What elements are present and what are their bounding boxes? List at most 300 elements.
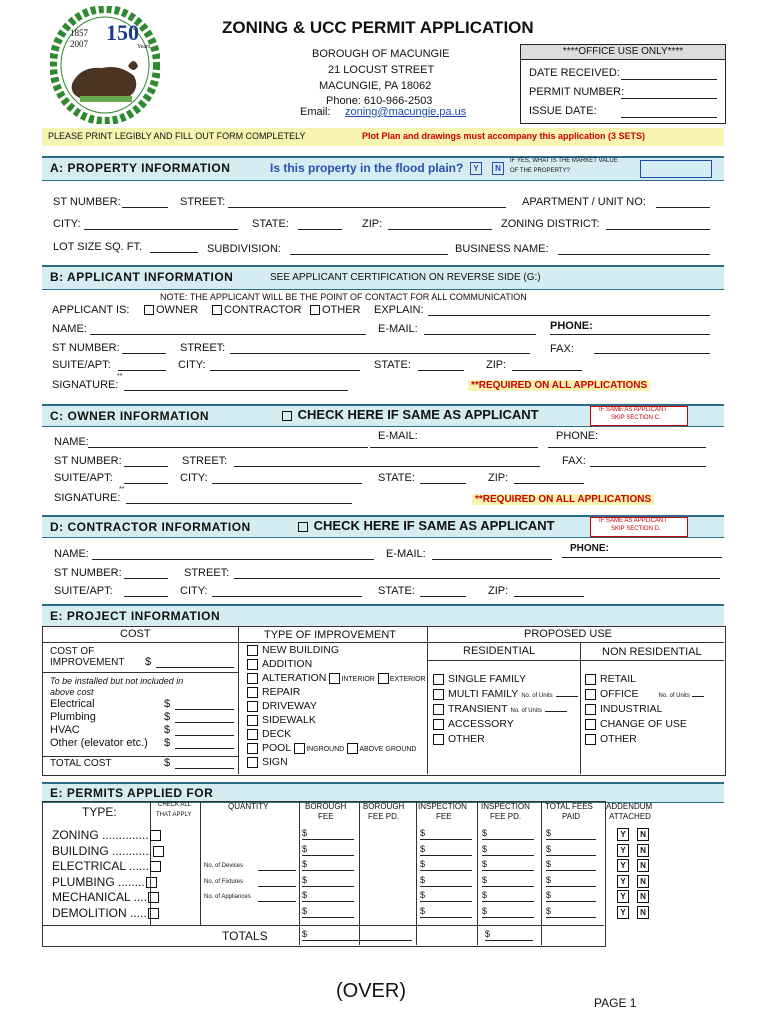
c-city-field[interactable] xyxy=(212,483,362,484)
section-c-title: C: OWNER INFORMATION xyxy=(50,409,210,423)
improvement-option[interactable] xyxy=(246,742,417,754)
cost-item-field[interactable] xyxy=(175,748,234,749)
c-signature-label: SIGNATURE: xyxy=(54,492,121,504)
addendum-no-box[interactable]: N xyxy=(637,890,649,903)
fee-field[interactable] xyxy=(420,917,472,918)
d-email-field[interactable] xyxy=(432,559,552,560)
fee-field[interactable] xyxy=(482,870,534,871)
b-other-checkbox[interactable] xyxy=(310,305,320,315)
b-email-field[interactable] xyxy=(424,334,536,335)
a-city-label: CITY: xyxy=(53,218,81,230)
fee-dollar: $ xyxy=(482,843,488,854)
b-zip-field[interactable] xyxy=(512,370,582,371)
b-other-option[interactable] xyxy=(310,304,361,316)
d-st-number-label: ST NUMBER: xyxy=(54,567,122,579)
d-st-number-field[interactable] xyxy=(124,578,168,579)
interior-checkbox[interactable] xyxy=(329,673,340,684)
b-contact-note: NOTE: THE APPLICANT WILL BE THE POINT OF CONTACT FOR ALL COMMUNICATION xyxy=(160,292,527,302)
c-skip-note-box xyxy=(590,406,688,426)
office-use-title: ****OFFICE USE ONLY**** xyxy=(521,45,725,60)
cost-item-dollar: $ xyxy=(164,698,171,710)
b-st-number-label: ST NUMBER: xyxy=(52,342,120,354)
a-apartment-label: APARTMENT / UNIT NO: xyxy=(522,196,646,208)
b-city-label: CITY: xyxy=(178,359,206,371)
addendum-yes-box[interactable]: Y xyxy=(617,828,629,841)
permit-type-checkbox[interactable] xyxy=(153,846,164,857)
inground-label: INGROUND xyxy=(306,746,345,753)
d-suite-field[interactable] xyxy=(124,596,168,597)
permit-type-option[interactable] xyxy=(52,890,159,904)
b-st-number-field[interactable] xyxy=(122,353,166,354)
permit-number-field[interactable] xyxy=(621,98,717,99)
residential-checkbox[interactable] xyxy=(433,689,444,700)
permits-title: E: PERMITS APPLIED FOR xyxy=(50,786,214,800)
logo-years: Years xyxy=(137,44,151,50)
above-ground-label: ABOVE GROUND xyxy=(359,746,417,753)
fee-field[interactable] xyxy=(302,870,354,871)
fee-dollar: $ xyxy=(546,874,552,885)
d-city-label: CITY: xyxy=(180,585,208,597)
residential-option[interactable] xyxy=(432,703,567,715)
b-owner-option[interactable] xyxy=(144,304,198,316)
cost-of-improvement-field[interactable] xyxy=(156,667,234,668)
exterior-checkbox[interactable] xyxy=(378,673,389,684)
residential-option[interactable] xyxy=(432,718,514,730)
fee-field[interactable] xyxy=(482,839,534,840)
quantity-field[interactable] xyxy=(258,870,296,871)
fee-dollar: $ xyxy=(546,859,552,869)
b-zip-label: ZIP: xyxy=(486,359,507,371)
b-applicant-is-label: APPLICANT IS: xyxy=(52,304,130,316)
section-a-header xyxy=(42,156,724,181)
check-all-1: CHECK ALL xyxy=(158,802,192,808)
c-fax-label: FAX: xyxy=(562,455,586,467)
borough-paid-header-2: FEE PD. xyxy=(368,812,400,821)
non-residential-option[interactable] xyxy=(584,733,637,745)
section-b-header xyxy=(42,265,724,290)
improvement-option[interactable] xyxy=(246,658,312,670)
d-state-label: STATE: xyxy=(378,585,415,597)
a-business-name-label: BUSINESS NAME: xyxy=(455,243,549,255)
d-skip-line1: IF SAME AS APPLICANT xyxy=(599,518,668,524)
above-ground-checkbox[interactable] xyxy=(347,743,358,754)
issue-date-field[interactable] xyxy=(621,117,717,118)
fee-field[interactable] xyxy=(420,855,472,856)
fee-field[interactable] xyxy=(482,917,534,918)
residential-checkbox[interactable] xyxy=(433,704,444,715)
a-subdivision-field[interactable] xyxy=(290,254,448,255)
c-st-number-label: ST NUMBER: xyxy=(54,455,122,467)
proposed-use-header: PROPOSED USE xyxy=(524,628,613,640)
non-residential-option[interactable] xyxy=(584,718,687,730)
no-units-field[interactable] xyxy=(545,711,567,712)
residential-checkbox[interactable] xyxy=(433,734,444,745)
improvement-checkbox[interactable] xyxy=(247,673,258,684)
non-residential-checkbox[interactable] xyxy=(585,719,596,730)
totals-inspection-dollar: $ xyxy=(485,929,491,939)
non-residential-label: OFFICE xyxy=(600,688,639,700)
c-same-as-label: CHECK HERE IF SAME AS APPLICANT xyxy=(297,407,539,422)
cost-item-label: HVAC xyxy=(50,724,80,736)
a-business-name-field[interactable] xyxy=(558,254,710,255)
a-city-field[interactable] xyxy=(84,229,238,230)
permit-type-label: ELECTRICAL ...... xyxy=(52,859,149,873)
total-cost-field[interactable] xyxy=(175,768,234,769)
addendum-no-box[interactable]: N xyxy=(637,844,649,857)
fee-field[interactable] xyxy=(546,917,596,918)
c-fax-field[interactable] xyxy=(590,466,706,467)
totals-borough-field[interactable] xyxy=(302,940,412,941)
total-cost-label: TOTAL COST xyxy=(50,758,112,769)
fee-field[interactable] xyxy=(546,886,596,887)
fee-dollar: $ xyxy=(546,843,552,854)
c-street-field[interactable] xyxy=(234,466,540,467)
permit-type-label: ZONING .............. xyxy=(52,828,149,842)
addendum-yes-box[interactable]: Y xyxy=(617,906,629,919)
cost-item-dollar: $ xyxy=(164,737,171,749)
c-street-label: STREET: xyxy=(182,455,228,467)
fee-field[interactable] xyxy=(302,855,354,856)
c-email-label: E-MAIL: xyxy=(378,430,418,442)
non-residential-option[interactable] xyxy=(584,703,662,715)
b-state-field[interactable] xyxy=(418,370,464,371)
fee-field[interactable] xyxy=(302,839,354,840)
improvement-checkbox[interactable] xyxy=(247,645,258,656)
improvement-option[interactable] xyxy=(246,714,316,726)
improvement-label: ALTERATION xyxy=(262,672,327,684)
non-residential-checkbox[interactable] xyxy=(585,674,596,685)
improvement-checkbox[interactable] xyxy=(247,701,258,712)
applicant-cert-note: SEE APPLICANT CERTIFICATION ON REVERSE SIDE (G:) xyxy=(270,272,541,283)
a-subdivision-label: SUBDIVISION: xyxy=(207,243,281,255)
improvement-checkbox[interactable] xyxy=(247,757,258,768)
quantity-label: No. of Appliances xyxy=(204,894,251,900)
d-name-label: NAME: xyxy=(54,548,89,560)
b-other-label: OTHER xyxy=(322,304,361,316)
borough-email-label: Email: xyxy=(300,106,331,118)
residential-option[interactable] xyxy=(432,733,485,745)
c-name-field[interactable] xyxy=(88,447,368,448)
improvement-option[interactable] xyxy=(246,644,339,656)
permit-type-checkbox[interactable] xyxy=(148,892,159,903)
fee-dollar: $ xyxy=(302,828,308,838)
fee-field[interactable] xyxy=(420,886,472,887)
permit-type-option[interactable] xyxy=(52,906,159,920)
cost-header: COST xyxy=(120,628,151,640)
fee-field[interactable] xyxy=(546,901,596,902)
addendum-yes-box[interactable]: Y xyxy=(617,890,629,903)
check-all-2: THAT APPLY xyxy=(156,812,192,818)
b-owner-label: OWNER xyxy=(156,304,199,316)
b-contractor-checkbox[interactable] xyxy=(212,305,222,315)
b-owner-checkbox[interactable] xyxy=(144,305,154,315)
cost-item-dollar: $ xyxy=(164,711,171,723)
fee-dollar: $ xyxy=(420,890,426,900)
market-value-field[interactable] xyxy=(640,160,712,178)
fee-dollar: $ xyxy=(546,828,552,838)
c-same-as-option[interactable] xyxy=(282,407,539,422)
insp-fee-header-1: INSPECTION xyxy=(418,802,467,811)
permit-type-checkbox[interactable] xyxy=(150,830,161,841)
permit-type-option[interactable] xyxy=(52,859,161,873)
a-zip-field[interactable] xyxy=(388,229,492,230)
permit-type-label: DEMOLITION ..... xyxy=(52,905,147,920)
fee-dollar: $ xyxy=(420,843,426,854)
residential-label: MULTI FAMILY xyxy=(448,688,519,700)
cost-item-field[interactable] xyxy=(175,735,234,736)
quantity-label: No. of Devices xyxy=(204,863,244,869)
totals-inspection-field[interactable] xyxy=(485,940,533,941)
improvement-label: ADDITION xyxy=(262,658,313,670)
b-signature-label: SIGNATURE: xyxy=(52,379,119,391)
b-signature-field[interactable] xyxy=(124,390,348,391)
a-lot-size-field[interactable] xyxy=(150,252,198,253)
borough-email-link[interactable]: zoning@macungie.pa.us xyxy=(345,106,467,118)
total-paid-header-2: PAID xyxy=(562,812,581,821)
quantity-field[interactable] xyxy=(258,886,296,887)
borough-paid-header-1: BOROUGH xyxy=(363,802,405,811)
a-state-label: STATE: xyxy=(252,218,289,230)
improvement-checkbox[interactable] xyxy=(247,715,258,726)
b-signature-star: ** xyxy=(117,373,123,380)
non-residential-label: OTHER xyxy=(600,733,637,745)
addendum-header-2: ATTACHED xyxy=(609,812,651,821)
fee-dollar: $ xyxy=(420,828,426,838)
residential-option[interactable] xyxy=(432,688,578,700)
d-street-field[interactable] xyxy=(234,578,720,579)
improvement-label: NEW BUILDING xyxy=(262,644,340,656)
non-residential-checkbox[interactable] xyxy=(585,704,596,715)
b-required-note: **REQUIRED ON ALL APPLICATIONS xyxy=(468,380,650,391)
non-residential-label: INDUSTRIAL xyxy=(600,703,663,715)
permit-type-checkbox[interactable] xyxy=(146,877,157,888)
office-use-box xyxy=(520,44,726,124)
addendum-no-box[interactable]: N xyxy=(637,906,649,919)
insp-paid-header-1: INSPECTION xyxy=(481,802,530,811)
date-received-field[interactable] xyxy=(621,79,717,80)
b-fax-field[interactable] xyxy=(594,353,710,354)
a-zip-label: ZIP: xyxy=(362,218,383,230)
a-street-label: STREET: xyxy=(180,196,226,208)
type-of-improvement-header: TYPE OF IMPROVEMENT xyxy=(264,629,397,641)
cost-item-label: Plumbing xyxy=(50,711,96,723)
permit-type-label: PLUMBING ........ xyxy=(52,874,145,889)
logo-year-bottom: 2007 xyxy=(70,39,88,49)
borough-phone: Phone: 610-966-2503 xyxy=(326,95,433,107)
permit-type-option[interactable] xyxy=(52,875,157,889)
fee-field[interactable] xyxy=(302,901,354,902)
improvement-option[interactable] xyxy=(246,672,426,684)
b-contractor-option[interactable] xyxy=(212,304,301,316)
improvement-checkbox[interactable] xyxy=(247,743,258,754)
addendum-yes-box[interactable]: Y xyxy=(617,859,629,872)
non-residential-checkbox[interactable] xyxy=(585,734,596,745)
form-title: ZONING & UCC PERMIT APPLICATION xyxy=(222,18,534,37)
b-street-field[interactable] xyxy=(230,353,530,354)
residential-label: SINGLE FAMILY xyxy=(448,673,526,685)
total-cost-dollar: $ xyxy=(164,757,171,769)
improvement-option[interactable] xyxy=(246,756,288,768)
addendum-yes-box[interactable]: Y xyxy=(617,844,629,857)
fee-field[interactable] xyxy=(482,886,534,887)
section-e-title: E: PROJECT INFORMATION xyxy=(50,609,221,623)
residential-checkbox[interactable] xyxy=(433,719,444,730)
flood-plain-question: Is this property in the flood plain? xyxy=(270,161,464,175)
cost-item-field[interactable] xyxy=(175,709,234,710)
c-same-as-checkbox[interactable] xyxy=(282,411,292,421)
total-paid-header-1: TOTAL FEES xyxy=(545,802,593,811)
improvement-label: DRIVEWAY xyxy=(262,700,317,712)
addendum-no-box[interactable]: N xyxy=(637,828,649,841)
c-zip-label: ZIP: xyxy=(488,472,509,484)
non-residential-label: CHANGE OF USE xyxy=(600,718,687,730)
cost-item-field[interactable] xyxy=(175,722,234,723)
c-signature-field[interactable] xyxy=(126,503,352,504)
improvement-label: SIDEWALK xyxy=(262,714,316,726)
fee-field[interactable] xyxy=(420,901,472,902)
permit-type-option[interactable] xyxy=(52,828,161,842)
cost-of-label: COST OF xyxy=(50,646,95,657)
fee-field[interactable] xyxy=(546,839,596,840)
print-note-bar xyxy=(42,128,724,146)
d-name-field[interactable] xyxy=(92,559,374,560)
d-zip-field[interactable] xyxy=(514,596,584,597)
fee-dollar: $ xyxy=(302,874,308,885)
fee-dollar: $ xyxy=(482,828,488,838)
addendum-yes-box[interactable]: Y xyxy=(617,875,629,888)
fee-field[interactable] xyxy=(302,917,354,918)
c-email-field[interactable] xyxy=(370,447,538,448)
print-note: PLEASE PRINT LEGIBLY AND FILL OUT FORM COMPLETELY xyxy=(48,131,306,141)
d-same-as-label: CHECK HERE IF SAME AS APPLICANT xyxy=(313,518,555,533)
improvement-checkbox[interactable] xyxy=(247,729,258,740)
d-phone-field[interactable] xyxy=(562,557,722,558)
c-phone-field[interactable] xyxy=(548,447,706,448)
non-residential-option[interactable] xyxy=(584,688,704,700)
c-suite-field[interactable] xyxy=(124,483,168,484)
improvement-checkbox[interactable] xyxy=(247,687,258,698)
permit-type-label: BUILDING ............ xyxy=(52,843,153,858)
fee-field[interactable] xyxy=(482,855,534,856)
section-d-header xyxy=(42,515,724,538)
a-lot-size-label: LOT SIZE SQ. FT. xyxy=(53,241,143,253)
d-skip-line2: SKIP SECTION D. xyxy=(611,526,661,532)
d-suite-label: SUITE/APT: xyxy=(54,585,113,597)
improvement-label: POOL xyxy=(262,742,292,754)
improvement-option[interactable] xyxy=(246,686,300,698)
office-no-units-field[interactable] xyxy=(692,696,704,697)
fee-field[interactable] xyxy=(302,886,354,887)
c-state-field[interactable] xyxy=(420,483,466,484)
b-suite-field[interactable] xyxy=(118,370,166,371)
b-name-field[interactable] xyxy=(90,334,366,335)
flood-yes-box[interactable]: Y xyxy=(470,162,482,175)
permit-number-label: PERMIT NUMBER: xyxy=(529,86,625,98)
fee-field[interactable] xyxy=(482,901,534,902)
a-street-field[interactable] xyxy=(228,207,506,208)
office-no-units-label: No. of Units xyxy=(658,693,690,699)
improvement-checkbox[interactable] xyxy=(247,659,258,670)
improvement-label: SIGN xyxy=(262,756,288,768)
improvement-option[interactable] xyxy=(246,728,291,740)
page-number: PAGE 1 xyxy=(594,996,637,1010)
b-city-field[interactable] xyxy=(210,370,360,371)
d-skip-note-box xyxy=(590,517,688,537)
cost-item-label: Other (elevator etc.) xyxy=(50,737,148,749)
d-city-field[interactable] xyxy=(212,596,362,597)
addendum-no-box[interactable]: N xyxy=(637,875,649,888)
b-name-label: NAME: xyxy=(52,323,87,335)
c-skip-line2: SKIP SECTION C. xyxy=(611,415,661,421)
quantity-header: QUANTITY xyxy=(228,802,269,811)
a-state-field[interactable] xyxy=(298,229,342,230)
b-phone-field[interactable] xyxy=(550,334,710,335)
installed-note-2: above cost xyxy=(50,687,94,697)
insp-fee-header-2: FEE xyxy=(436,812,452,821)
non-residential-header: NON RESIDENTIAL xyxy=(602,646,702,658)
d-same-as-option[interactable] xyxy=(298,518,555,533)
d-zip-label: ZIP: xyxy=(488,585,509,597)
quantity-label: No. of Fixtures xyxy=(204,878,244,885)
residential-option[interactable] xyxy=(432,673,526,685)
fee-dollar: $ xyxy=(482,905,488,916)
improvement-option[interactable] xyxy=(246,700,317,712)
no-units-field[interactable] xyxy=(556,696,578,697)
residential-checkbox[interactable] xyxy=(433,674,444,685)
a-apartment-field[interactable] xyxy=(656,207,710,208)
no-units-label: No. of Units xyxy=(510,708,542,714)
market-value-q2: OF THE PROPERTY? xyxy=(510,168,570,174)
fee-dollar: $ xyxy=(546,905,552,916)
c-st-number-field[interactable] xyxy=(124,466,168,467)
a-st-number-field[interactable] xyxy=(122,207,168,208)
b-email-label: E-MAIL: xyxy=(378,323,418,335)
d-email-label: E-MAIL: xyxy=(386,548,426,560)
d-street-label: STREET: xyxy=(184,567,230,579)
a-zoning-district-field[interactable] xyxy=(606,229,710,230)
non-residential-checkbox[interactable] xyxy=(585,689,596,700)
d-same-as-checkbox[interactable] xyxy=(298,522,308,532)
b-explain-field[interactable] xyxy=(428,315,710,316)
non-residential-option[interactable] xyxy=(584,673,636,685)
permits-header xyxy=(42,782,724,803)
fee-field[interactable] xyxy=(546,870,596,871)
plot-plan-note: Plot Plan and drawings must accompany this application (3 SETS) xyxy=(362,131,646,141)
permit-type-option[interactable] xyxy=(52,844,164,858)
c-zip-field[interactable] xyxy=(514,483,584,484)
section-d-title: D: CONTRACTOR INFORMATION xyxy=(50,520,251,534)
fee-field[interactable] xyxy=(420,839,472,840)
fee-dollar: $ xyxy=(302,905,308,916)
borough-fee-header-2: FEE xyxy=(318,812,334,821)
flood-no-box[interactable]: N xyxy=(492,162,504,175)
quantity-field[interactable] xyxy=(258,901,296,902)
permit-type-checkbox[interactable] xyxy=(150,861,161,872)
fee-dollar: $ xyxy=(482,890,488,900)
permit-type-checkbox[interactable] xyxy=(148,908,159,919)
date-received-label: DATE RECEIVED: xyxy=(529,67,620,79)
fee-field[interactable] xyxy=(420,870,472,871)
inground-checkbox[interactable] xyxy=(294,743,305,754)
borough-name: BOROUGH OF MACUNGIE xyxy=(312,48,450,60)
fee-field[interactable] xyxy=(546,855,596,856)
section-e-header xyxy=(42,604,724,627)
d-state-field[interactable] xyxy=(420,596,466,597)
b-state-label: STATE: xyxy=(374,359,411,371)
interior-label: INTERIOR xyxy=(341,676,375,683)
addendum-no-box[interactable]: N xyxy=(637,859,649,872)
b-contractor-label: CONTRACTOR xyxy=(224,304,302,316)
